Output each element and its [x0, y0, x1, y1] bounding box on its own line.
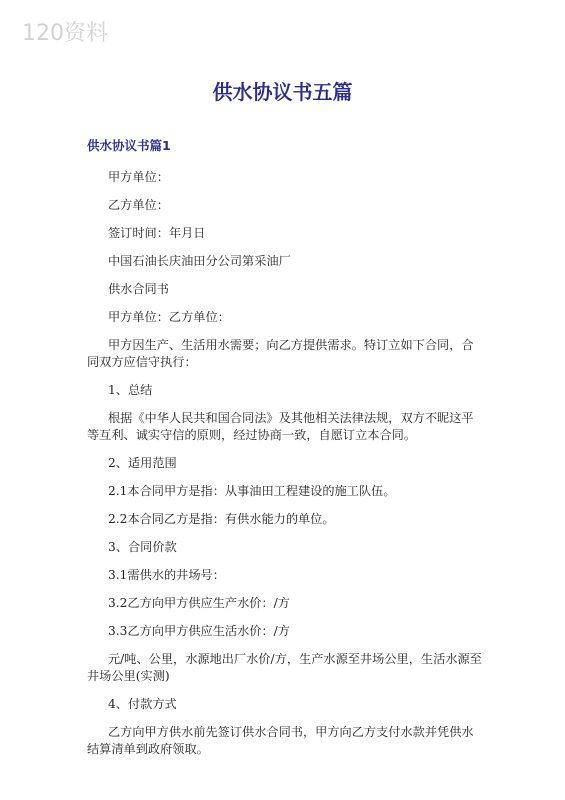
paragraph: 供水合同书 — [108, 282, 169, 296]
paragraph: 乙方单位： — [108, 198, 169, 212]
paragraph: 中国石油长庆油田分公司第采油厂 — [108, 254, 291, 268]
paragraph: 2.2本合同乙方是指：有供水能力的单位。 — [108, 512, 335, 526]
paragraph: 签订时间：年月日 — [108, 226, 206, 240]
document-title: 供水协议书五篇 — [212, 80, 353, 104]
section-heading: 供水协议书篇1 — [87, 138, 171, 153]
paragraph: 元/吨、公里，水源地出厂水价/方，生产水源至井场公里，生活水源至井场公里(实测) — [87, 652, 482, 683]
paragraph: 2、适用范围 — [108, 456, 177, 470]
paragraph: 甲方单位：乙方单位： — [108, 310, 230, 324]
paragraph: 3.1需供水的井场号： — [108, 568, 225, 582]
paragraph: 3.3乙方向甲方供应生活水价：/方 — [108, 624, 290, 638]
paragraph: 3、合同价款 — [108, 540, 177, 554]
paragraph: 3.2乙方向甲方供应生产水价：/方 — [108, 596, 290, 610]
paragraph: 1、总结 — [108, 383, 153, 397]
paragraph: 乙方向甲方供水前先签订供水合同书，甲方向乙方支付水款并凭供水结算清单到政府领取。 — [87, 725, 474, 756]
watermark: 120资料 — [22, 21, 108, 46]
paragraph: 根据《中华人民共和国合同法》及其他相关法律法规，双方不昵这平等互利、诚实守信的原则，经过协商一致，自愿订立本合同。 — [87, 411, 474, 442]
paragraph: 甲方单位： — [108, 170, 169, 184]
paragraph: 4、付款方式 — [108, 697, 177, 711]
paragraph: 甲方因生产、生活用水需要；向乙方提供需求。特订立如下合同，合同双方应信守执行： — [87, 338, 474, 369]
paragraph: 2.1本合同甲方是指：从事油田工程建设的施工队伍。 — [108, 484, 396, 498]
document-body — [87, 169, 482, 769]
